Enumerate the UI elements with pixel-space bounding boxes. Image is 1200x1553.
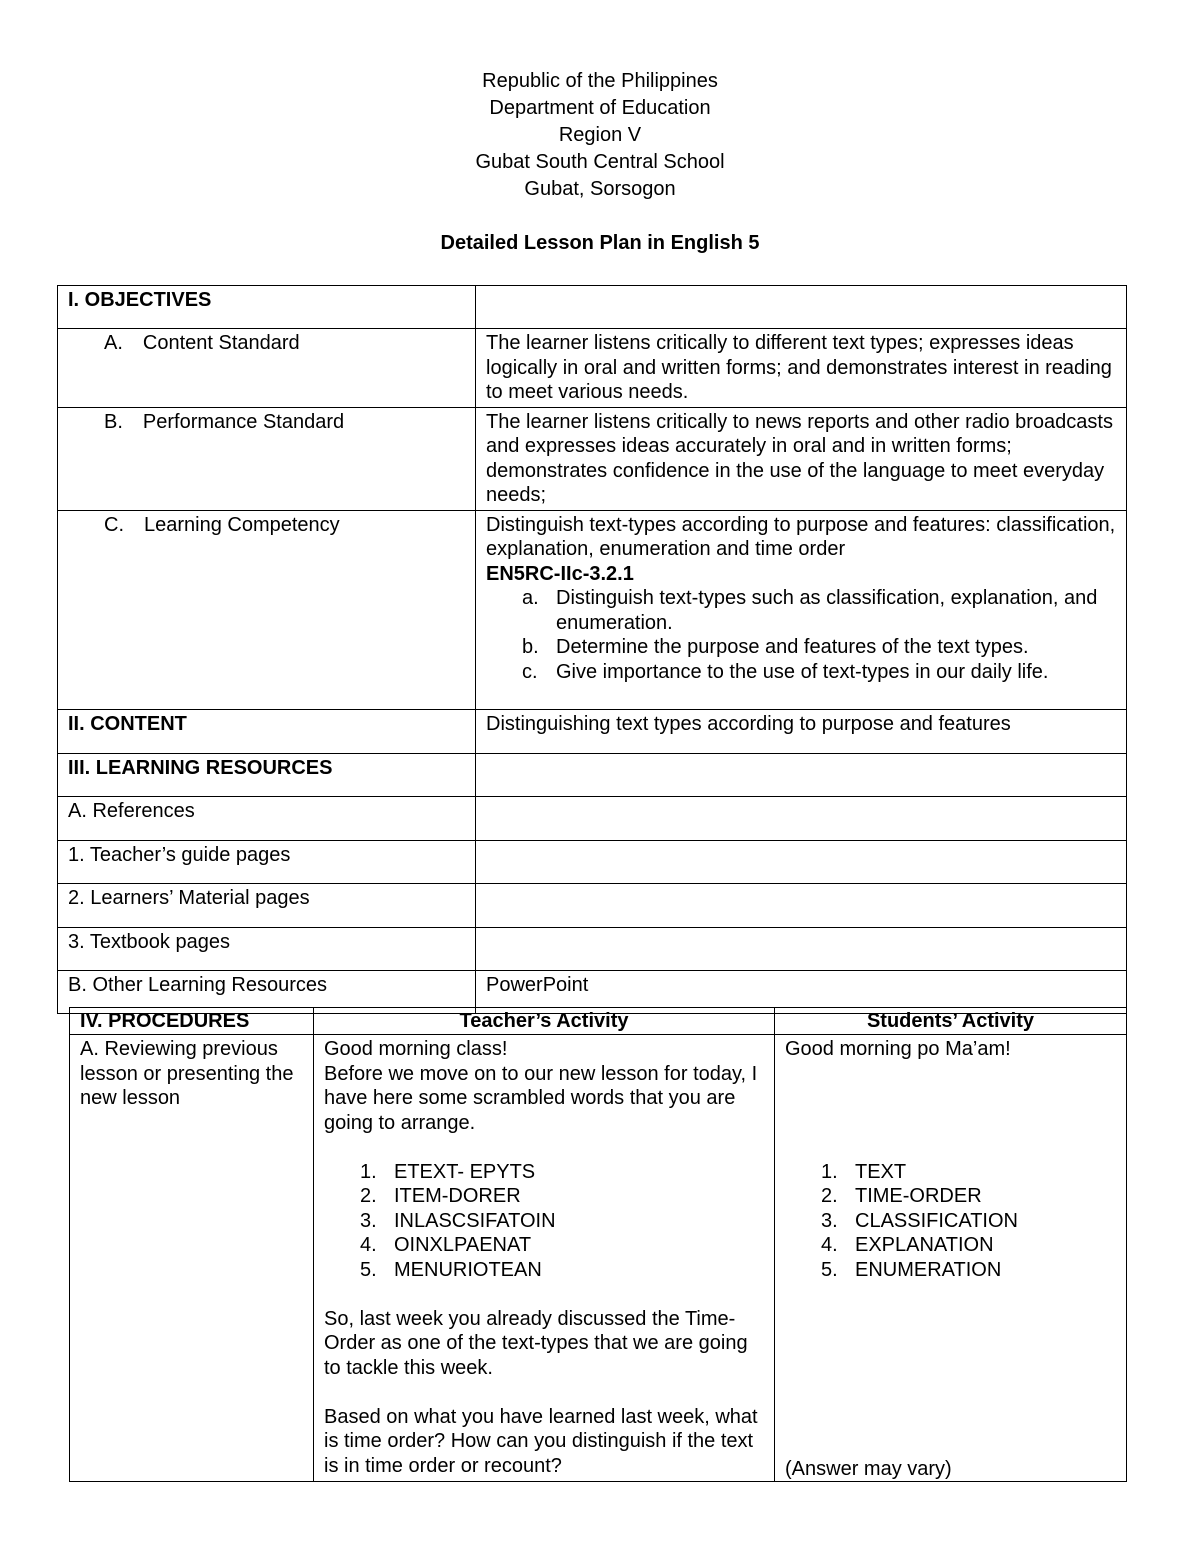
- list-item: 3. CLASSIFICATION: [821, 1209, 1018, 1232]
- content-text: Distinguishing text types according to purpose and features: [476, 709, 1127, 753]
- procedures-header-row: [70, 1008, 1127, 1035]
- learning-competency-row: [58, 510, 1127, 709]
- learners-material-row: [58, 883, 1127, 927]
- performance-standard-row: [58, 407, 1127, 510]
- teacher-activity-heading: Teacher’s Activity: [314, 1008, 775, 1035]
- learning-competency-cell: [476, 510, 1127, 709]
- references-empty-cell: [476, 796, 1127, 840]
- objectives-row: [58, 286, 1127, 329]
- list-item: 2. TIME-ORDER: [821, 1185, 982, 1207]
- learners-material-empty-cell: [476, 883, 1127, 927]
- resources-heading: III. LEARNING RESOURCES: [58, 753, 476, 796]
- performance-standard-text: The learner listens critically to news reports and other radio broadcasts and expresses ideas accurately in oral and in written forms; demonstrates confidence in the use of the language to meet everyday needs;: [476, 407, 1127, 510]
- header-school: Gubat South Central School: [475, 151, 725, 173]
- competency-code: EN5RC-IIc-3.2.1: [486, 562, 634, 585]
- learning-competency-text: Distinguish text-types according to purpose and features: classification, explanation, enumeration and time order: [486, 513, 1116, 560]
- answers-list: [821, 1160, 1116, 1283]
- procedures-heading: IV. PROCEDURES: [70, 1008, 314, 1035]
- school-header: [0, 68, 1200, 203]
- list-item: c. Give importance to the use of text-types in our daily life.: [522, 660, 1049, 683]
- list-item: a. Distinguish text-types such as classification, explanation, and enumeration.: [522, 587, 1098, 634]
- objectives-table: [57, 285, 1127, 1014]
- content-heading: II. CONTENT: [58, 709, 476, 753]
- teacher-activity-cell: [314, 1035, 775, 1482]
- teacher-question: Based on what you have learned last week, what is time order? How can you distinguish if the text is in time order or recount?: [324, 1405, 758, 1477]
- other-resources-value: PowerPoint: [476, 970, 1127, 1013]
- list-item: b. Determine the purpose and features of the text types.: [522, 636, 1029, 658]
- content-standard-row: [58, 329, 1127, 408]
- references-label: A. References: [58, 796, 476, 840]
- list-item: 2. ITEM-DORER: [360, 1185, 521, 1207]
- header-region: Region V: [558, 124, 642, 146]
- other-resources-label: B. Other Learning Resources: [58, 970, 476, 1013]
- teachers-guide-label: 1. Teacher’s guide pages: [58, 840, 476, 883]
- step-a-row: [70, 1035, 1127, 1482]
- competency-list: [522, 586, 1116, 684]
- textbook-label: 3. Textbook pages: [58, 927, 476, 970]
- content-standard-label: A. Content Standard: [58, 329, 476, 408]
- answer-may-vary: (Answer may vary): [785, 1457, 952, 1480]
- resources-row: [58, 753, 1127, 796]
- document-title: Detailed Lesson Plan in English 5: [440, 232, 760, 254]
- list-item: 4. OINXLPAENAT: [360, 1234, 532, 1256]
- textbook-row: [58, 927, 1127, 970]
- list-item: 4. EXPLANATION: [821, 1234, 994, 1256]
- teacher-greeting: Good morning class!: [324, 1038, 508, 1060]
- content-row: [58, 709, 1127, 753]
- learners-material-label: 2. Learners’ Material pages: [58, 883, 476, 927]
- learning-competency-label: C. Learning Competency: [58, 510, 476, 709]
- header-location: Gubat, Sorsogon: [524, 178, 676, 200]
- header-department: Department of Education: [489, 97, 711, 119]
- resources-empty-cell: [476, 753, 1127, 796]
- header-republic: Republic of the Philippines: [482, 70, 718, 92]
- student-activity-cell: [775, 1035, 1127, 1482]
- teachers-guide-row: [58, 840, 1127, 883]
- objectives-empty-cell: [476, 286, 1127, 329]
- teachers-guide-empty-cell: [476, 840, 1127, 883]
- list-item: 1. TEXT: [821, 1160, 907, 1183]
- list-item: 5. MENURIOTEAN: [360, 1258, 542, 1281]
- scrambled-words-list: [360, 1160, 764, 1283]
- objectives-heading: I. OBJECTIVES: [58, 286, 476, 329]
- teacher-intro: Before we move on to our new lesson for today, I have here some scrambled words that you are going to arrange.: [324, 1062, 758, 1134]
- procedures-table: [69, 1007, 1127, 1482]
- student-greeting: Good morning po Ma’am!: [785, 1038, 1011, 1060]
- performance-standard-label: B. Performance Standard: [58, 407, 476, 510]
- list-item: 5. ENUMERATION: [821, 1258, 1002, 1281]
- textbook-empty-cell: [476, 927, 1127, 970]
- step-a-label: A. Reviewing previous lesson or presenting the new lesson: [70, 1035, 314, 1482]
- list-item: 1. ETEXT- EPYTS: [360, 1160, 536, 1183]
- teacher-recap: So, last week you already discussed the Time-Order as one of the text-types that we are going to tackle this week.: [324, 1307, 748, 1379]
- list-item: 3. INLASCSIFATOIN: [360, 1209, 556, 1232]
- content-standard-text: The learner listens critically to different text types; expresses ideas logically in oral and written forms; and demonstrates interest in reading to meet various needs.: [476, 329, 1127, 408]
- student-activity-heading: Students’ Activity: [775, 1008, 1127, 1035]
- references-row: [58, 796, 1127, 840]
